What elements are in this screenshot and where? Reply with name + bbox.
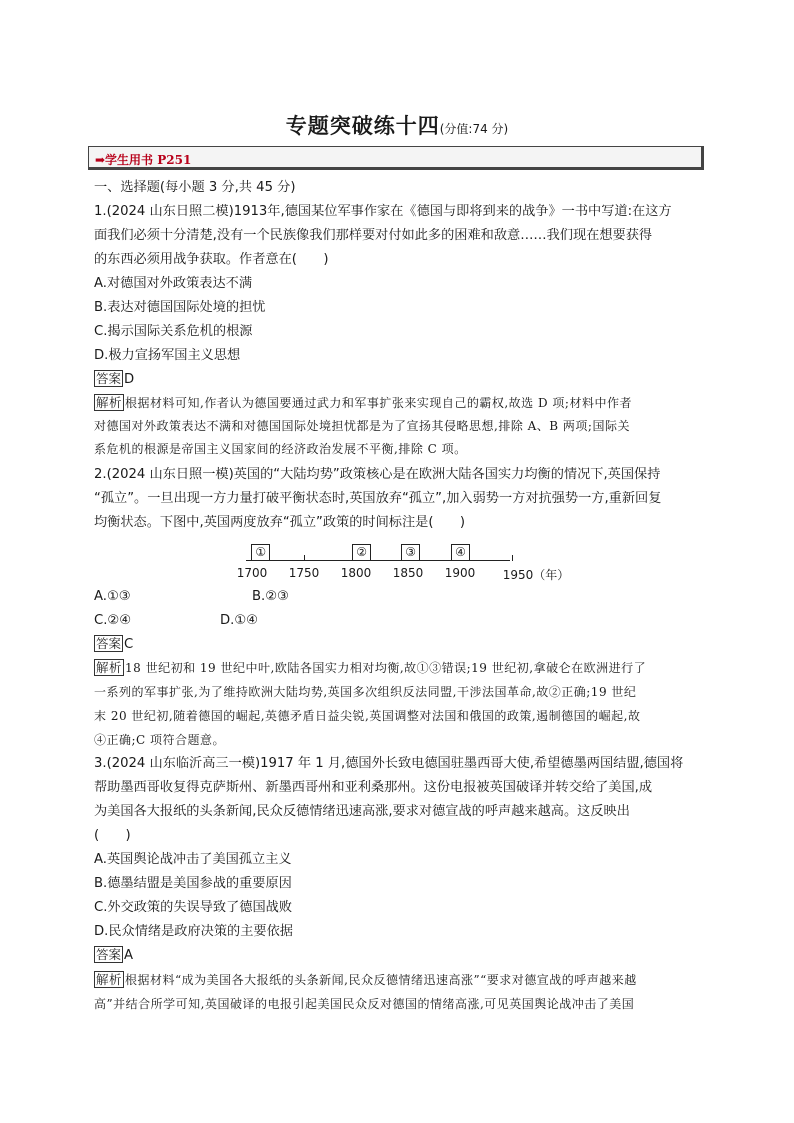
timeline-tick (304, 555, 305, 561)
q3-option-a: A.英国舆论战冲击了美国孤立主义 (94, 852, 292, 867)
q3-stem-line: 为美国各大报纸的头条新闻,民众反德情绪迅速高涨,要求对德宣战的呼声越来越高。这反映出 (94, 804, 630, 819)
banner-label[interactable]: ➡学生用书 P251 (95, 153, 192, 167)
q1-explanation-line: 对德国对外政策表达不满和对德国国际处境担忧都是为了宣扬其侵略思想,排除 A、B 两项;国际关 (94, 419, 630, 433)
q3-explanation-text: 根据材料“成为美国各大报纸的头条新闻,民众反德情绪迅速高涨”“要求对德宣战的呼声越来越 (125, 973, 637, 987)
q3-option-d: D.民众情绪是政府决策的主要依据 (94, 924, 293, 939)
q1-explanation-line (94, 393, 632, 413)
timeline-mark: ② (352, 544, 371, 561)
q1-stem-line: 1.(2024 山东日照二模)1913年,德国某位军事作家在《德国与即将到来的战争》一书中写道:在这方 (94, 204, 672, 219)
q3-explanation-line (94, 970, 637, 990)
q3-answer: A (124, 948, 134, 963)
explain-label: 解析 (96, 660, 123, 675)
q3-stem-line: 帮助墨西哥收复得克萨斯州、新墨西哥州和亚利桑那州。这份电报被英国破译并转交给了美国,成 (94, 780, 653, 795)
timeline-year-label: 1950（年） (502, 568, 570, 582)
q2-explanation-line (94, 658, 646, 678)
timeline-year-label: 1750 (288, 566, 320, 580)
answer-label: 答案 (96, 371, 122, 386)
q2-option-b: B.②③ (252, 589, 289, 604)
title-main: 专题突破练十四 (285, 114, 440, 138)
q3-answer-row (94, 946, 133, 966)
q2-answer-row (94, 635, 133, 655)
q2-explanation-line: ④正确;C 项符合题意。 (94, 733, 226, 747)
explain-label: 解析 (96, 395, 123, 410)
answer-label: 答案 (96, 636, 122, 651)
timeline-year-label: 1900 (444, 566, 476, 580)
q3-stem-line: 3.(2024 山东临沂高三一模)1917 年 1 月,德国外长致电德国驻墨西哥大使,希望德墨两国结盟,德国将 (94, 756, 684, 771)
q2-explanation-line: 一系列的军事扩张,为了维持欧洲大陆均势,英国多次组织反法同盟,干涉法国革命,故②正确;19 世纪 (94, 685, 637, 699)
q2-option-d: D.①④ (220, 613, 258, 628)
q3-option-c: C.外交政策的失误导致了德国战败 (94, 900, 293, 915)
q2-option-a: A.①③ (94, 589, 131, 604)
q2-stem-line: “孤立”。一旦出现一方力量打破平衡状态时,英国放弃“孤立”,加入弱势一方对抗强势一方,重新回复 (94, 491, 662, 506)
q1-stem-line: 的东西必须用战争获取。作者意在( ) (94, 252, 329, 267)
timeline-year-label: 1800 (340, 566, 372, 580)
q1-stem-line: 面我们必须十分清楚,没有一个民族像我们那样要对付如此多的困难和敌意……我们现在想要获得 (94, 228, 653, 243)
explain-label: 解析 (96, 972, 123, 987)
q2-answer: C (124, 637, 134, 652)
student-book-banner (88, 146, 704, 170)
q1-option-b: B.表达对德国国际处境的担忧 (94, 300, 266, 315)
q3-stem-line: ( ) (94, 828, 131, 843)
page-title (0, 110, 794, 140)
timeline-mark: ④ (451, 544, 470, 561)
q2-explanation-text: 18 世纪初和 19 世纪中叶,欧陆各国实力相对均衡,故①③错误;19 世纪初,拿破仑在欧洲进行了 (125, 661, 647, 675)
timeline-mark: ① (251, 544, 270, 561)
q2-stem-line: 均衡状态。下图中,英国两度放弃“孤立”政策的时间标注是( ) (94, 515, 466, 530)
answer-label: 答案 (96, 947, 122, 962)
q1-option-d: D.极力宣扬军国主义思想 (94, 348, 241, 363)
timeline-axis (246, 560, 510, 561)
q1-option-a: A.对德国对外政策表达不满 (94, 276, 253, 291)
q3-explanation-line: 高”并结合所学可知,英国破译的电报引起美国民众反对德国的情绪高涨,可见英国舆论战冲击了美国 (94, 997, 635, 1011)
q1-explanation-text: 根据材料可知,作者认为德国要通过武力和军事扩张来实现自己的霸权,故选 D 项;材料中作者 (125, 396, 632, 410)
timeline-mark: ③ (401, 544, 420, 561)
q1-option-c: C.揭示国际关系危机的根源 (94, 324, 253, 339)
q2-option-c: C.②④ (94, 613, 132, 628)
q1-explanation-line: 系危机的根源是帝国主义国家间的经济政治发展不平衡,排除 C 项。 (94, 442, 467, 456)
timeline-year-label: 1850 (392, 566, 424, 580)
timeline-tick (512, 555, 513, 561)
q1-answer-row (94, 370, 134, 390)
q2-explanation-line: 末 20 世纪初,随着德国的崛起,英德矛盾日益尖锐,英国调整对法国和俄国的政策,遏制德国的崛起,故 (94, 709, 641, 723)
timeline-year-label: 1700 (236, 566, 268, 580)
q2-timeline (236, 538, 570, 586)
q1-answer: D (124, 372, 135, 387)
q2-stem-line: 2.(2024 山东日照一模)英国的“大陆均势”政策核心是在欧洲大陆各国实力均衡的情况下,英国保持 (94, 467, 661, 482)
title-score: (分值:74 分) (439, 122, 509, 136)
q3-option-b: B.德墨结盟是美国参战的重要原因 (94, 876, 292, 891)
section-heading: 一、选择题(每小题 3 分,共 45 分) (94, 180, 296, 195)
